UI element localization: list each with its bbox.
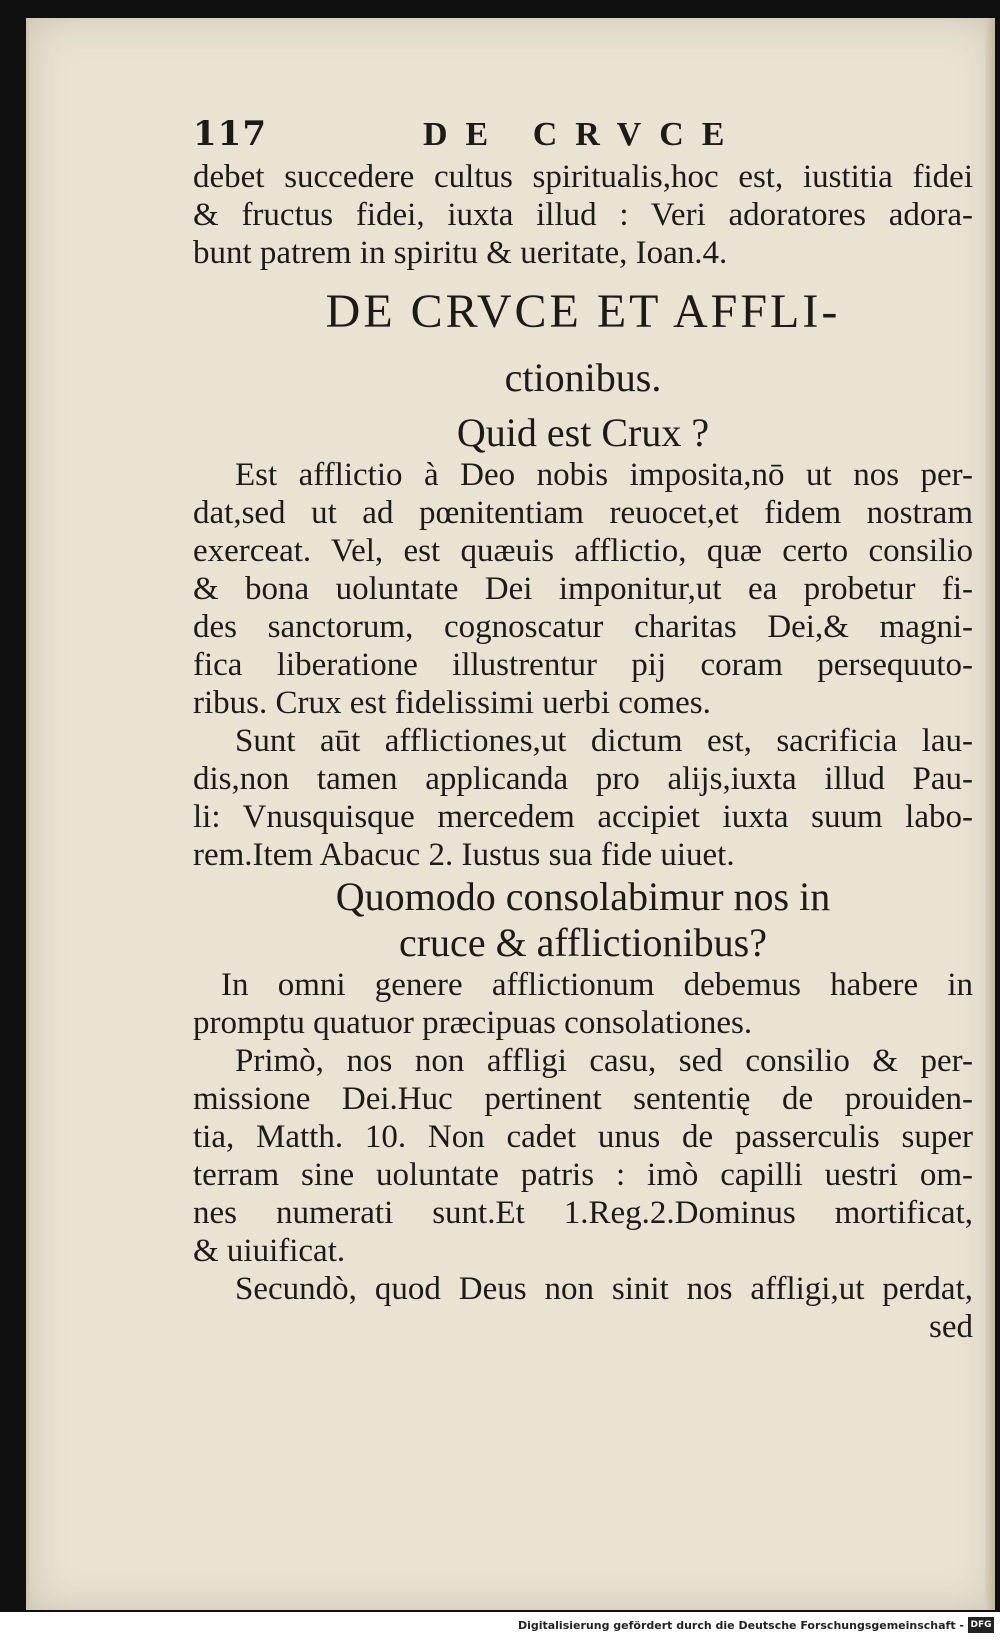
running-title: DE CRVCE (423, 116, 743, 153)
running-head (193, 114, 973, 158)
text-line: dis,non tamen applicanda pro alijs,iuxta illud Pau- (193, 761, 973, 797)
dfg-logo: DFG (968, 1617, 994, 1633)
book-page (26, 18, 995, 1610)
text-line: li: Vnusquisque mercedem accipiet iuxta suum labo- (193, 799, 973, 835)
text-line: tia, Matth. 10. Non cadet unus de passerculis super (193, 1119, 973, 1155)
page-edge (985, 18, 995, 1610)
text-line: Est afflictio à Deo nobis imposita,nō ut nos per- (235, 457, 973, 493)
text-line: rem.Item Abacuc 2. Iustus sua fide uiuet. (193, 837, 735, 873)
text-line: promptu quatuor præcipuas consolationes. (193, 1005, 753, 1041)
text-line: ribus. Crux est fidelissimi uerbi comes. (193, 685, 711, 721)
question-heading: Quomodo consolabimur nos in (335, 874, 831, 919)
text-line: In omni genere afflictionum debemus habere in (221, 967, 973, 1003)
text-line: des sanctorum, cognoscatur charitas Dei,& magni- (193, 609, 973, 645)
text-line: Primò, nos non affligi casu, sed consilio & per- (235, 1043, 973, 1079)
text-line: & fructus fidei, iuxta illud : Veri adoratores adora- (193, 197, 973, 233)
text-line: Sunt aūt afflictiones,ut dictum est, sacrificia lau- (235, 723, 973, 759)
text-line: terram sine uoluntate patris : imò capilli uestri om- (193, 1157, 973, 1193)
text-line: exerceat. Vel, est quæuis afflictio, quæ certo consilio (193, 533, 973, 569)
question-heading-continued: cruce & afflictionibus? (398, 920, 767, 965)
footer-bar (0, 1612, 1000, 1640)
page-number: 117 (193, 114, 267, 154)
funding-notice: Digitalisierung gefördert durch die Deutsche Forschungsgemeinschaft - (517, 1619, 964, 1632)
text-line: dat,sed ut ad pœnitentiam reuocet,et fidem nostram (193, 495, 973, 531)
text-line: & bona uoluntate Dei imponitur,ut ea probetur fi- (193, 571, 973, 607)
text-line: missione Dei.Huc pertinent sententię de prouiden- (193, 1081, 973, 1117)
text-line: fica liberatione illustrentur pij coram persequuto- (193, 647, 973, 683)
text-line: nes numerati sunt.Et 1.Reg.2.Dominus mortificat, (193, 1195, 973, 1231)
text-line: & uiuificat. (193, 1233, 346, 1269)
section-title-continued: ctionibus. (504, 355, 662, 400)
section-title: DE CRVCE ET AFFLI- (325, 285, 841, 338)
text-line: Secundò, quod Deus non sinit nos affligi,ut perdat, (235, 1271, 973, 1307)
catchword: sed (929, 1309, 973, 1345)
text-line: bunt patrem in spiritu & ueritate, Ioan.4. (193, 235, 728, 271)
text-line: debet succedere cultus spiritualis,hoc est, iustitia fidei (193, 159, 973, 195)
text-block (193, 114, 973, 1346)
question-heading: Quid est Crux ? (456, 410, 710, 455)
